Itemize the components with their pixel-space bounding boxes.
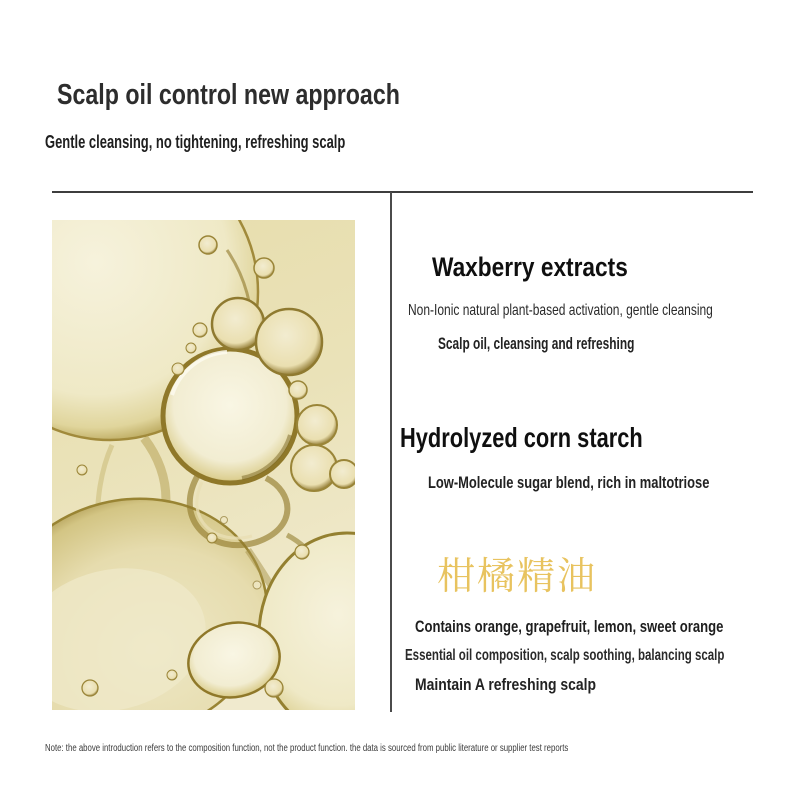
section-corn-starch-line-1: Low-Molecule sugar blend, rich in maltotriose [428,473,710,492]
section-heading-corn-starch: Hydrolyzed corn starch [400,422,643,453]
horizontal-divider [52,191,753,193]
page-title: Scalp oil control new approach [57,79,400,112]
section-citrus-line-3: Maintain A refreshing scalp [415,675,597,694]
section-heading-citrus-oil: 柑橘精油 [437,556,598,598]
oil-bubbles-illustration [52,220,355,710]
oil-bubbles-image [52,220,355,710]
section-citrus-line-2: Essential oil composition, scalp soothing, balancing scalp [405,647,725,664]
vertical-divider [390,192,392,712]
disclaimer-note: Note: the above introduction refers to the composition function, not the product function. the data is sourced from public literature or supplier test reports [45,743,569,754]
page-subtitle: Gentle cleansing, no tightening, refreshing scalp [45,132,346,152]
section-citrus-line-1: Contains orange, grapefruit, lemon, sweet orange [415,617,724,636]
section-heading-waxberry: Waxberry extracts [432,252,628,282]
section-waxberry-line-1: Non-Ionic natural plant-based activation, gentle cleansing [408,302,713,319]
section-waxberry-line-2: Scalp oil, cleansing and refreshing [438,334,635,353]
